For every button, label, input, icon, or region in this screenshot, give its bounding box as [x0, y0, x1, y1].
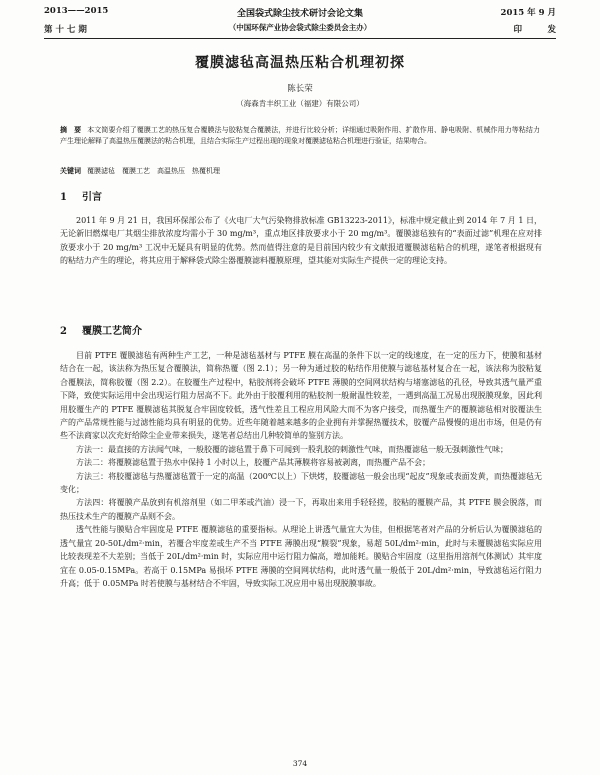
section-2-paragraph: 目前 PTFE 覆膜滤毡有两种生产工艺，一种是滤毡基材与 PTFE 膜在高温的条件下以一定的线速度，在一定的压力下，使膜和基材结合在一起，该法称为热压复合覆膜法，简称热覆（图 2.1）；另一种为通过胶的粘结作用使膜与滤毡基材复合在一起，该法称为胶粘复合覆膜法，简称胶覆（图 2.2）。在胶覆生产过程中，粘胶剂将会破坏 PTFE 薄膜的空间网状结构与堵塞滤毡的孔径，导致其透气量严重下降，致使实际运用中会出现运行阻力居高不下。此外由于胶覆利用的粘胶剂一般耐温性较差，一遇到高温工况易出现脱膜现象，因此利用胶覆生产的 PTFE 覆膜滤毡其脱复合牢固度较低，透气性差且工程应用风险大而不为客户接受，而热覆生产的覆膜滤毡相对胶覆法生产的产品常规性能与过滤性能均具有明显的优势。近些年随着越来越多的企业拥有并掌握热覆技术，胶覆产品慢慢的退出市场，但是仍有些不法商家以次充好给除尘企业带来损失，遂笔者总结出几种较简单的鉴别方法。	[60, 351, 542, 441]
section-1-title: 引言	[82, 192, 102, 203]
section-2-heading	[60, 322, 142, 337]
section-2-method-4: 方法四：将覆膜产品放到有机溶剂里（如二甲苯或汽油）浸一下，再取出来用手轻轻搓，胶粘的覆膜产品，其 PTFE 膜会脱落，而热压技术生产的覆膜产品则不会。	[60, 498, 542, 521]
article-author: 陈长荣	[287, 84, 313, 94]
section-1-heading	[60, 188, 102, 203]
header-print-label: 印 发	[513, 25, 556, 35]
section-2-title: 覆膜工艺简介	[82, 326, 142, 337]
section-2-number: 2	[60, 326, 67, 337]
section-2-body	[60, 349, 542, 590]
keywords	[60, 165, 540, 177]
abstract	[60, 124, 540, 147]
header-volume: 第 十 七 期	[44, 25, 87, 35]
keywords-label: 关键词	[60, 166, 81, 175]
section-1-paragraph: 2011 年 9 月 21 日，我国环保部公布了《火电厂大气污染物排放标准 GB13223-2011》，标准中规定截止到 2014 年 7 月 1 日，无论新旧燃煤电厂其烟尘排放浓度均需小于 30 mg/m³，重点地区排放要求小于 20 mg/m³。覆膜滤毡独有的“表面过滤”机理在应对排放要求小于 20 mg/m³ 工况中无疑具有明显的优势。然而值得注意的是目前国内较少有文献报道覆膜滤毡粘合的机理，遂笔者根据现有的粘结力产生的理论，将其应用于解释袋式除尘器覆膜滤料覆膜原理，望其能对实际生产提供一定的理论支持。	[60, 216, 542, 266]
article-title: 覆膜滤毡高温热压粘合机理初探	[195, 55, 405, 71]
section-2-method-1: 方法一：最直接的方法闻气味，一般胶覆的滤毡置于鼻下可闻到一股乳胶的刺激性气味，而热覆滤毡一般无强刺激性气味；	[76, 444, 508, 454]
section-2-paragraph-performance: 透气性能与膜贴合牢固度是 PTFE 覆膜滤毡的重要指标。从理论上讲透气量宜大为佳，但根据笔者对产品的分析后认为覆膜滤毡的透气量宜 20-50L/dm²·min，若覆合牢度差或生产不当 PTFE 薄膜出现“膜裂”现象，易超 50L/dm²·min，此时与未覆膜滤毡实际应用比较表现差不大差别；当低于 20L/dm²·min 时，实际应用中运行阻力偏高，增加能耗。膜贴合牢固度（这里指用溶剂气体测试）其牢度宜在 0.05-0.15MPa。若高于 0.15MPa 易损坏 PTFE 薄膜的空间网状结构，此时透气量一般低于 20L/dm²·min，导致滤毡运行阻力升高；低于 0.05MPa 时若使膜与基材结合不牢固，导致实际工况应用中易出现脱膜事故。	[60, 525, 542, 588]
header-date: 2015 年 9 月	[500, 8, 556, 18]
page-number: 374	[292, 759, 308, 768]
header-journal-title: 全国袋式除尘技术研讨会论文集	[236, 9, 363, 19]
section-1-number: 1	[60, 192, 67, 203]
header-rule	[44, 38, 556, 39]
section-2-method-2: 方法二：将覆膜滤毡置于热水中保持 1 小时以上，胶覆产品其薄膜将容易被剥离，而热覆产品不会；	[76, 458, 431, 468]
header-year-range: 2013——2015	[44, 6, 109, 16]
section-2-method-3: 方法三：将胶覆滤毡与热覆滤毡置于一定的高温（200℃以上）下烘烤，胶覆滤毡一般会出现“起皮”现象或表面发黄，而热覆滤毡无变化；	[60, 471, 542, 495]
article-affiliation: （海森肯丰织工业（福建）有限公司）	[236, 99, 364, 108]
abstract-label: 摘 要	[60, 125, 82, 134]
section-1-body	[60, 214, 542, 268]
abstract-text: 本文简要介绍了覆膜工艺的热压复合覆膜法与胶粘复合覆膜法，并进行比较分析；详细通过吸附作用、扩散作用、静电吸附、机械作用力等粘结力产生理论解释了高温热压覆膜法的粘合机理，且结合实际生产过程出现的现象对覆膜滤毡粘合机理进行验证，结果吻合。	[60, 126, 541, 145]
header-publisher: （中国环保产业协会袋式除尘委员会主办）	[228, 23, 372, 32]
keywords-text: 覆膜滤毡 覆膜工艺 高温热压 热覆机理	[87, 167, 220, 175]
running-header	[44, 6, 556, 40]
